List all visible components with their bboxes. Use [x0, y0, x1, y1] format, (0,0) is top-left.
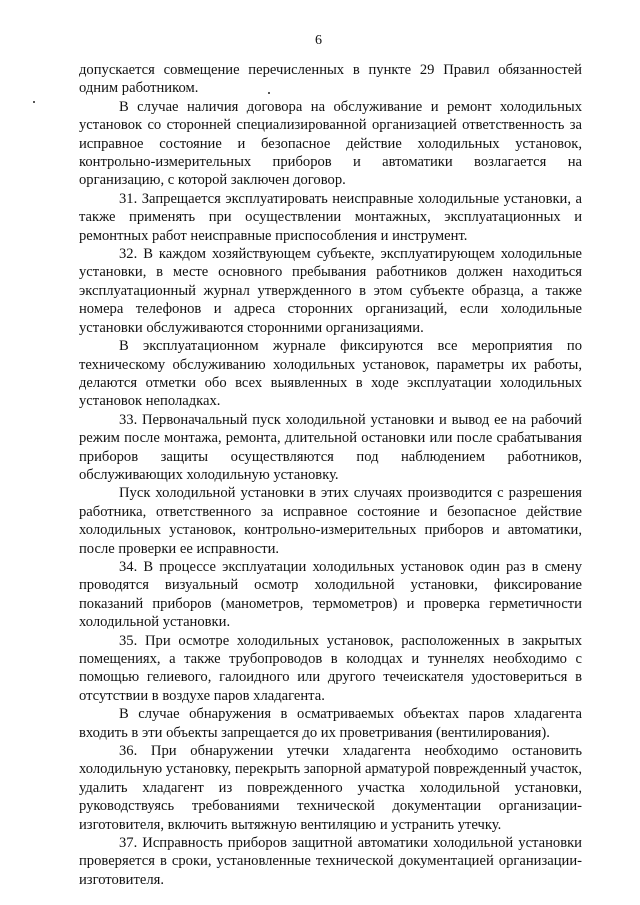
paragraph: 35. При осмотре холодильных установок, расположенных в закрытых помещениях, а также трубопроводов в колодцах и туннелях необходимо с помощью гелиевого, галоидного или другого течеискателя удостовериться в отсутствии в воздухе паров хладагента. [79, 632, 582, 704]
paragraph: 32. В каждом хозяйствующем субъекте, эксплуатирующем холодильные установки, в месте основного пребывания работников должен находиться эксплуатационный журнал утвержденного в этом субъекте образца, а также номера телефонов и адреса сторонних организаций, если холодильные установки обслуживаются сторонними организациями. [79, 246, 582, 336]
paragraph: В случае наличия договора на обслуживание и ремонт холодильных установок со сторонней специализированной организацией ответственность за исправное состояние и безопасное действие холодильных установок, контрольно-измерительных приборов и автоматики возлагается на организацию, с которой заключен договор. [79, 98, 582, 189]
paragraph: допускается совмещение перечисленных в пункте 29 Правил обязанностей одним работником. [79, 62, 582, 97]
paragraph: 33. Первоначальный пуск холодильной установки и вывод ее на рабочий режим после монтажа, ремонта, длительной остановки или после срабатывания приборов защиты осуществляются под наблюдением работников, обслуживающих холодильную установку. [79, 411, 582, 483]
body-text [79, 61, 582, 889]
paragraph: 31. Запрещается эксплуатировать неисправные холодильные установки, а также применять при осуществлении монтажных, эксплуатационных и ремонтных работ неисправные приспособления и инструмент. [79, 190, 582, 244]
paragraph: В эксплуатационном журнале фиксируются все мероприятия по техническому обслуживанию холодильных установок, параметры их работы, делаются отметки обо всех выявленных в ходе эксплуатации холодильных установок неполадках. [79, 338, 582, 410]
paragraph: 37. Исправность приборов защитной автоматики холодильной установки проверяется в сроки, установленные технической документацией организации-изготовителя. [79, 835, 582, 888]
page-number: 6 [315, 33, 322, 48]
paragraph: 34. В процессе эксплуатации холодильных установок один раз в смену проводятся визуальный осмотр холодильной установки, фиксирование показаний приборов (манометров, термометров) и проверка герметичности холодильной установки. [79, 558, 582, 631]
paragraph: 36. При обнаружении утечки хладагента необходимо остановить холодильную установку, перекрыть запорной арматурой поврежденный участок, удалить хладагент из поврежденного участка холодильной установки, руководствуясь требованиями технической документации организации-изготовителя, включить вытяжную вентиляцию и устранить утечку. [79, 743, 582, 833]
scan-mark [268, 92, 270, 94]
scan-mark [33, 101, 35, 103]
paragraph: Пуск холодильной установки в этих случаях производится с разрешения работника, ответственного за исправное состояние и безопасное действие холодильных установок, контрольно-измерительных приборов и автоматики, после проверки ее исправности. [79, 485, 582, 557]
paragraph: В случае обнаружения в осматриваемых объектах паров хладагента входить в эти объекты запрещается до их проветривания (вентилирования). [79, 706, 582, 741]
